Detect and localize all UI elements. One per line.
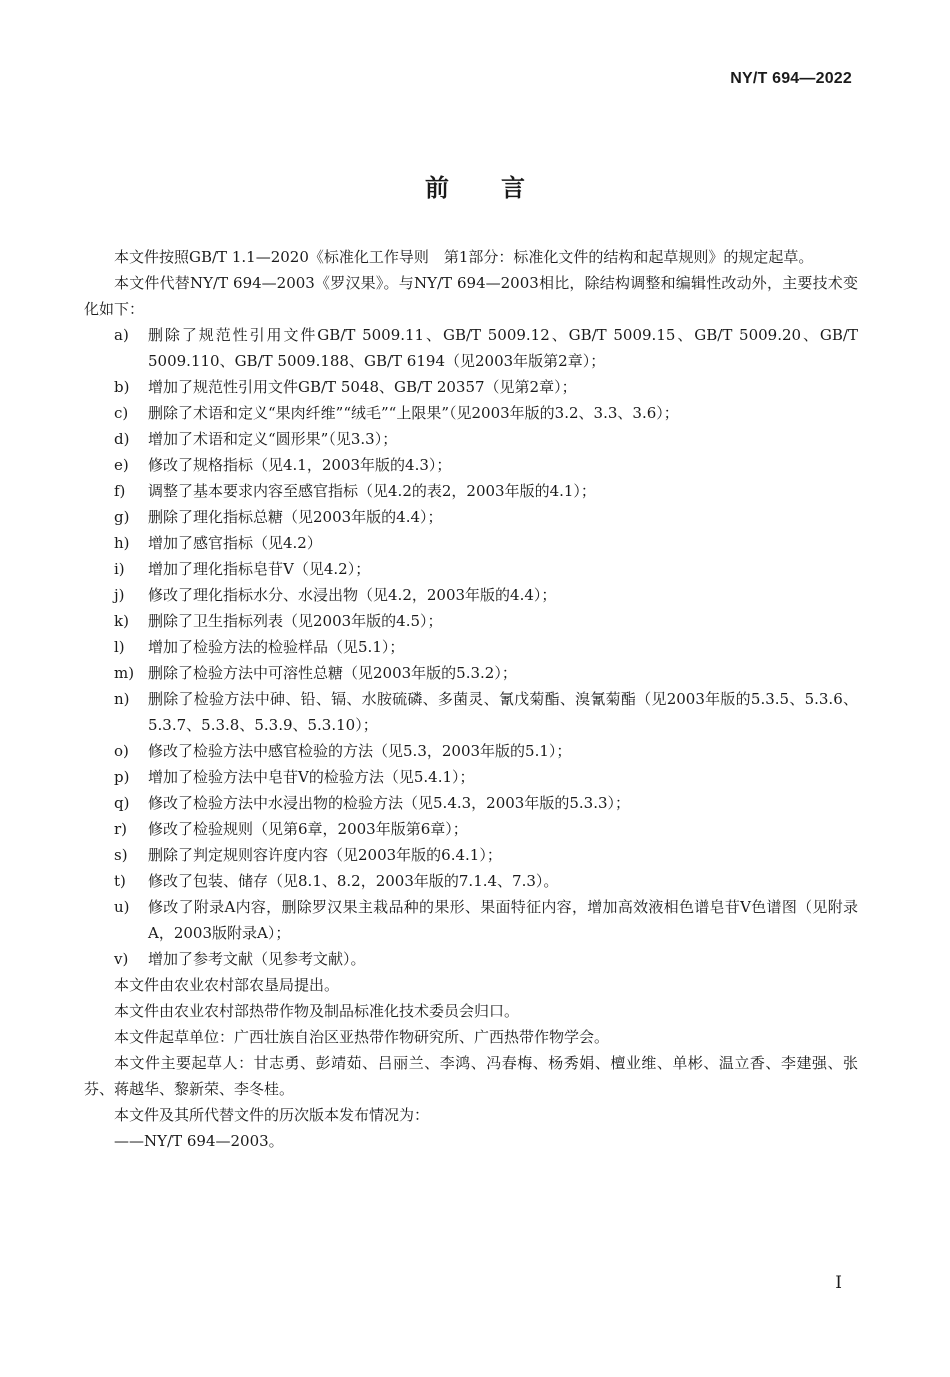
preface-body [84,244,858,1154]
list-item-text: 修改了规格指标（见4.1，2003年版的4.3）； [148,456,452,474]
list-marker: g) [114,508,130,526]
intro-paragraph: 本文件代替NY/T 694—2003《罗汉果》。与NY/T 694—2003相比，除结构调整和编辑性改动外，主要技术变化如下： [84,274,858,318]
closing-paragraph: ——NY/T 694—2003。 [114,1132,284,1150]
list-item [84,660,858,686]
list-item-text: 增加了参考文献（见参考文献）。 [148,950,366,968]
changes-list [84,322,858,972]
list-marker: u) [114,898,130,916]
list-item-text: 增加了检验方法中皂苷Ⅴ的检验方法（见5.4.1）； [148,768,475,786]
list-item-text: 修改了附录A内容，删除罗汉果主栽品种的果形、果面特征内容，增加高效液相色谱皂苷Ⅴ色谱图（见附录A，2003版附录A）； [148,898,858,942]
list-item-text: 修改了检验方法中感官检验的方法（见5.3，2003年版的5.1）； [148,742,572,760]
page-number: I [835,1273,842,1293]
list-item-text: 修改了检验规则（见第6章，2003年版第6章）； [148,820,468,838]
list-item [84,530,858,556]
list-item [84,634,858,660]
list-marker: r) [114,820,128,838]
list-item [84,764,858,790]
list-item [84,556,858,582]
list-item-text: 删除了卫生指标列表（见2003年版的4.5）； [148,612,443,630]
list-marker: k) [114,612,129,630]
intro-paragraph: 本文件按照GB/T 1.1—2020《标准化工作导则 第1部分：标准化文件的结构和起草规则》的规定起草。 [114,248,814,266]
list-item [84,452,858,478]
list-marker: c) [114,404,129,422]
list-marker: d) [114,430,130,448]
list-item-text: 删除了检验方法中可溶性总糖（见2003年版的5.3.2）； [148,664,517,682]
list-item [84,816,858,842]
list-marker: i) [114,560,125,578]
list-marker: p) [114,768,130,786]
list-item [84,842,858,868]
list-item [84,868,858,894]
list-marker: n) [114,690,130,708]
list-marker: o) [114,742,129,760]
list-item [84,946,858,972]
list-item [84,322,858,374]
list-item-text: 增加了感官指标（见4.2） [148,534,322,552]
list-marker: m) [114,664,135,682]
list-item-text: 增加了术语和定义“圆形果”（见3.3）； [148,430,398,448]
list-item [84,504,858,530]
list-item-text: 删除了规范性引用文件GB/T 5009.11、GB/T 5009.12、GB/T 5009.15、GB/T 5009.20、GB/T 5009.110、GB/T 5009.188、GB/T 6194（见2003年版第2章）； [148,326,858,370]
list-item [84,790,858,816]
closing-paragraph: 本文件及其所代替文件的历次版本发布情况为： [114,1106,430,1124]
list-item-text: 删除了理化指标总糖（见2003年版的4.4）； [148,508,443,526]
list-item [84,374,858,400]
list-item [84,400,858,426]
list-item [84,608,858,634]
list-item-text: 增加了规范性引用文件GB/T 5048、GB/T 20357（见第2章）； [148,378,577,396]
list-item [84,478,858,504]
list-item [84,582,858,608]
list-marker: s) [114,846,128,864]
list-marker: t) [114,872,126,890]
list-marker: v) [114,950,129,968]
closing-paragraph: 本文件由农业农村部热带作物及制品标准化技术委员会归口。 [114,1002,520,1020]
closing-paragraph: 本文件由农业农村部农垦局提出。 [114,976,340,994]
list-marker: e) [114,456,129,474]
list-item [84,738,858,764]
list-marker: f) [114,482,126,500]
list-item-text: 增加了检验方法的检验样品（见5.1）； [148,638,405,656]
list-item [84,686,858,738]
list-marker: a) [114,326,129,344]
list-item-text: 删除了术语和定义“果肉纤维”“绒毛”“上限果”（见2003年版的3.2、3.3、3.6）； [148,404,679,422]
list-item-text: 增加了理化指标皂苷Ⅴ（见4.2）； [148,560,371,578]
list-item-text: 调整了基本要求内容至感官指标（见4.2的表2，2003年版的4.1）； [148,482,596,500]
list-item-text: 删除了判定规则容许度内容（见2003年版的6.4.1）； [148,846,502,864]
list-marker: j) [114,586,125,604]
list-item [84,426,858,452]
standard-number: NY/T 694—2022 [730,70,852,87]
page-title: 前言 [425,174,577,202]
closing-paragraph: 本文件起草单位：广西壮族自治区亚热带作物研究所、广西热带作物学会。 [114,1028,610,1046]
closing-paragraph: 本文件主要起草人：甘志勇、彭靖茹、吕丽兰、李鸿、冯春梅、杨秀娟、檀业维、单彬、温立香、李建强、张芬、蒋越华、黎新荣、李冬桂。 [84,1054,858,1098]
list-item-text: 修改了包装、储存（见8.1、8.2，2003年版的7.1.4、7.3）。 [148,872,559,890]
list-marker: q) [114,794,130,812]
list-marker: l) [114,638,125,656]
list-item-text: 修改了检验方法中水浸出物的检验方法（见5.4.3，2003年版的5.3.3）； [148,794,631,812]
list-item-text: 修改了理化指标水分、水浸出物（见4.2，2003年版的4.4）； [148,586,557,604]
list-item-text: 删除了检验方法中砷、铅、镉、水胺硫磷、多菌灵、氰戊菊酯、溴氰菊酯（见2003年版的5.3.5、5.3.6、5.3.7、5.3.8、5.3.9、5.3.10）； [148,690,858,734]
list-item [84,894,858,946]
list-marker: b) [114,378,130,396]
list-marker: h) [114,534,130,552]
